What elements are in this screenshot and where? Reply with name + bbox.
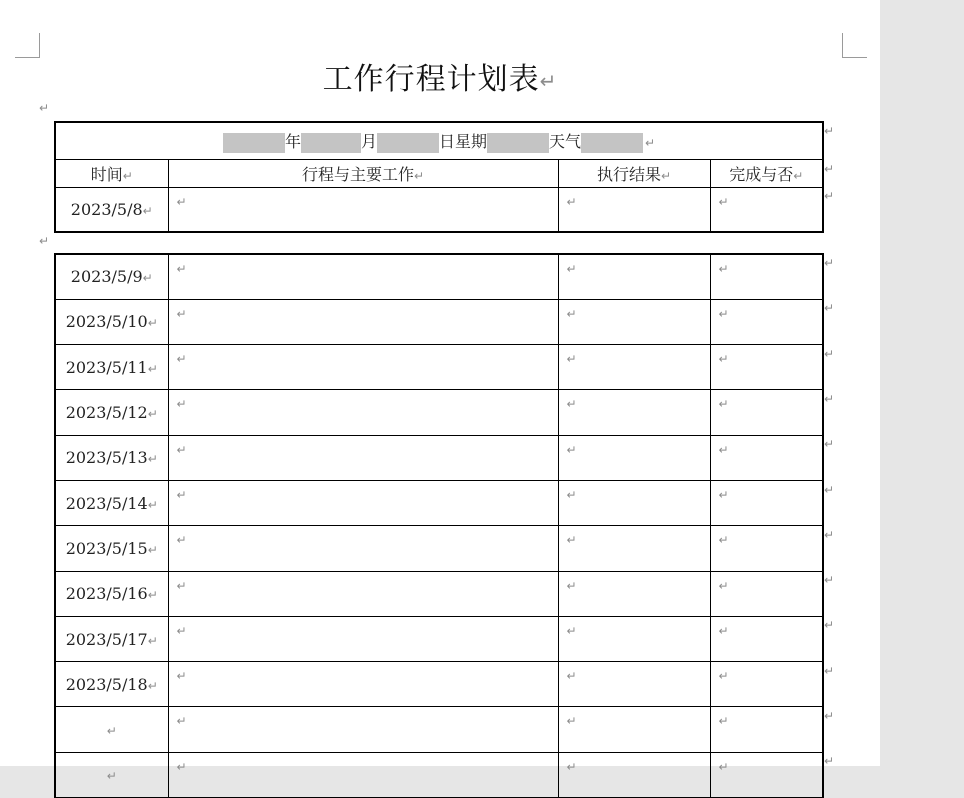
date-cell[interactable] xyxy=(55,752,168,797)
row-end-mark-icon: ↵ xyxy=(824,709,835,723)
result-cell[interactable] xyxy=(558,299,710,344)
weather-blank[interactable] xyxy=(581,133,643,153)
schedule-table-top xyxy=(54,121,824,233)
paragraph-mark-icon: ↵ xyxy=(176,669,187,684)
year-blank[interactable] xyxy=(223,133,285,153)
result-cell[interactable] xyxy=(558,254,710,299)
table-row xyxy=(55,187,823,232)
paragraph-mark-icon: ↵ xyxy=(566,487,577,502)
result-cell[interactable] xyxy=(558,435,710,480)
date-cell[interactable]: 2023/5/11↵ xyxy=(55,345,168,390)
paragraph-mark-icon: ↵ xyxy=(142,271,153,286)
table-row xyxy=(55,752,823,797)
itinerary-cell[interactable] xyxy=(168,616,558,661)
itinerary-cell[interactable] xyxy=(168,571,558,616)
paragraph-mark-icon: ↵ xyxy=(566,669,577,684)
date-cell[interactable]: 2023/5/14↵ xyxy=(55,480,168,525)
done-cell[interactable] xyxy=(710,616,823,661)
result-cell[interactable] xyxy=(558,707,710,752)
date-weather-cell[interactable] xyxy=(55,122,823,159)
paragraph-mark-icon: ↵ xyxy=(147,588,158,603)
row-end-mark-icon: ↵ xyxy=(824,162,835,176)
row-end-mark-icon: ↵ xyxy=(824,189,835,203)
paragraph-mark-icon: ↵ xyxy=(566,442,577,457)
paragraph-mark-icon: ↵ xyxy=(147,678,158,693)
paragraph-mark-icon: ↵ xyxy=(176,397,187,412)
paragraph-mark-icon: ↵ xyxy=(176,442,187,457)
paragraph-mark-icon: ↵ xyxy=(147,361,158,376)
paragraph-mark-icon: ↵ xyxy=(718,442,729,457)
paragraph-mark-icon: ↵ xyxy=(566,194,577,209)
paragraph-mark-icon: ↵ xyxy=(176,533,187,548)
row-end-mark-icon: ↵ xyxy=(824,391,835,406)
itinerary-cell[interactable] xyxy=(168,752,558,797)
row-end-mark-icon: ↵ xyxy=(824,573,835,588)
table-row xyxy=(55,526,823,571)
done-cell[interactable] xyxy=(710,526,823,571)
row-end-mark-icon: ↵ xyxy=(824,346,835,361)
document-title-text: 工作行程计划表 xyxy=(322,62,540,97)
row-end-mark-icon: ↵ xyxy=(824,124,835,138)
itinerary-cell[interactable] xyxy=(168,254,558,299)
done-cell[interactable] xyxy=(710,435,823,480)
done-cell[interactable] xyxy=(710,345,823,390)
paragraph-mark-icon: ↵ xyxy=(413,168,425,183)
paragraph-mark-icon: ↵ xyxy=(718,262,729,276)
paragraph-mark-icon: ↵ xyxy=(566,306,577,321)
result-cell[interactable] xyxy=(558,390,710,435)
paragraph-mark-icon: ↵ xyxy=(566,714,577,729)
result-cell[interactable] xyxy=(558,752,710,797)
paragraph-mark-icon: ↵ xyxy=(718,397,729,412)
result-cell[interactable] xyxy=(558,571,710,616)
done-cell[interactable] xyxy=(710,662,823,707)
paragraph-mark-icon: ↵ xyxy=(718,533,729,548)
itinerary-cell[interactable] xyxy=(168,299,558,344)
row-end-mark-icon: ↵ xyxy=(824,663,835,678)
done-cell[interactable] xyxy=(710,752,823,797)
month-blank[interactable] xyxy=(301,133,361,153)
paragraph-mark-icon: ↵ xyxy=(106,724,117,739)
itinerary-cell[interactable] xyxy=(168,707,558,752)
date-cell[interactable]: 2023/5/8↵ xyxy=(55,187,168,232)
paragraph-mark-icon: ↵ xyxy=(793,168,804,183)
paragraph-mark-icon: ↵ xyxy=(39,234,50,248)
paragraph-mark-icon: ↵ xyxy=(566,578,577,593)
table-row xyxy=(55,480,823,525)
table-row xyxy=(55,707,823,752)
paragraph-mark-icon: ↵ xyxy=(718,759,729,774)
result-cell[interactable] xyxy=(558,662,710,707)
paragraph-mark-icon: ↵ xyxy=(645,136,656,150)
crop-mark-top-left xyxy=(15,33,40,58)
paragraph-mark-icon: ↵ xyxy=(147,452,158,467)
result-cell[interactable] xyxy=(558,187,710,232)
paragraph-mark-icon: ↵ xyxy=(39,101,50,115)
column-header-time[interactable]: 时间↵ xyxy=(55,159,168,187)
itinerary-cell[interactable] xyxy=(168,435,558,480)
paragraph-mark-icon: ↵ xyxy=(718,714,729,729)
column-header-row xyxy=(55,159,823,187)
paragraph-mark-icon: ↵ xyxy=(566,533,577,548)
crop-mark-top-right xyxy=(842,33,867,58)
date-cell[interactable]: 2023/5/12↵ xyxy=(55,390,168,435)
paragraph-mark-icon: ↵ xyxy=(176,714,187,729)
year-label: 年 xyxy=(284,132,301,151)
paragraph-mark-icon: ↵ xyxy=(176,487,187,502)
paragraph-mark-icon: ↵ xyxy=(176,306,187,321)
paragraph-mark-icon: ↵ xyxy=(176,759,187,774)
paragraph-mark-icon: ↵ xyxy=(539,69,558,93)
paragraph-mark-icon: ↵ xyxy=(718,194,729,209)
paragraph-mark-icon: ↵ xyxy=(176,194,187,209)
result-cell[interactable] xyxy=(558,480,710,525)
paragraph-mark-icon: ↵ xyxy=(142,203,153,218)
workspace-background xyxy=(880,0,964,766)
table-row xyxy=(55,299,823,344)
result-cell[interactable] xyxy=(558,345,710,390)
paragraph-mark-icon: ↵ xyxy=(566,397,577,412)
row-end-mark-icon: ↵ xyxy=(824,618,835,633)
row-end-mark-icon: ↵ xyxy=(824,482,835,497)
date-cell[interactable]: 2023/5/13↵ xyxy=(55,435,168,480)
document-title[interactable] xyxy=(0,58,880,102)
day-blank[interactable] xyxy=(377,133,439,153)
paragraph-mark-icon: ↵ xyxy=(718,487,729,502)
row-end-mark-icon: ↵ xyxy=(824,754,835,769)
day-week-label: 日星期 xyxy=(438,132,487,151)
date-cell[interactable]: 2023/5/15↵ xyxy=(55,526,168,571)
paragraph-mark-icon: ↵ xyxy=(106,769,117,784)
paragraph-mark-icon: ↵ xyxy=(122,168,133,183)
table-row xyxy=(55,390,823,435)
itinerary-cell[interactable] xyxy=(168,526,558,571)
paragraph-mark-icon: ↵ xyxy=(566,352,577,367)
paragraph-mark-icon: ↵ xyxy=(147,542,158,557)
paragraph-mark-icon: ↵ xyxy=(147,497,158,512)
column-header-done[interactable]: 完成与否↵ xyxy=(710,159,823,187)
row-end-mark-icon: ↵ xyxy=(824,301,835,316)
paragraph-mark-icon: ↵ xyxy=(660,168,672,183)
done-cell[interactable] xyxy=(710,707,823,752)
row-end-mark-icon: ↵ xyxy=(824,256,835,270)
paragraph-mark-icon: ↵ xyxy=(718,669,729,684)
paragraph-mark-icon: ↵ xyxy=(718,623,729,638)
paragraph-mark-icon: ↵ xyxy=(718,578,729,593)
week-blank[interactable] xyxy=(487,133,549,153)
done-cell[interactable] xyxy=(710,480,823,525)
paragraph-mark-icon: ↵ xyxy=(147,633,158,648)
itinerary-cell[interactable] xyxy=(168,390,558,435)
date-cell[interactable]: 2023/5/16↵ xyxy=(55,571,168,616)
table-row xyxy=(55,254,823,299)
schedule-table-bottom xyxy=(54,253,824,798)
itinerary-cell[interactable] xyxy=(168,345,558,390)
date-cell[interactable]: 2023/5/17↵ xyxy=(55,616,168,661)
row-end-mark-icon: ↵ xyxy=(824,527,835,542)
table-row xyxy=(55,571,823,616)
itinerary-cell[interactable] xyxy=(168,187,558,232)
month-label: 月 xyxy=(360,132,377,151)
paragraph-mark-icon: ↵ xyxy=(718,352,729,367)
table-row xyxy=(55,662,823,707)
paragraph-mark-icon: ↵ xyxy=(566,759,577,774)
weather-label: 天气 xyxy=(548,132,581,151)
paragraph-mark-icon: ↵ xyxy=(147,407,158,422)
paragraph-mark-icon: ↵ xyxy=(718,306,729,321)
result-cell[interactable] xyxy=(558,526,710,571)
paragraph-mark-icon: ↵ xyxy=(147,316,158,331)
row-end-mark-icon: ↵ xyxy=(824,437,835,452)
date-cell[interactable]: 2023/5/18↵ xyxy=(55,662,168,707)
date-cell[interactable]: 2023/5/9↵ xyxy=(55,254,168,299)
result-cell[interactable] xyxy=(558,616,710,661)
done-cell[interactable] xyxy=(710,299,823,344)
done-cell[interactable] xyxy=(710,254,823,299)
itinerary-cell[interactable] xyxy=(168,662,558,707)
paragraph-mark-icon: ↵ xyxy=(176,623,187,638)
table-row xyxy=(55,616,823,661)
date-cell[interactable]: 2023/5/10↵ xyxy=(55,299,168,344)
done-cell[interactable] xyxy=(710,187,823,232)
date-weather-row xyxy=(55,122,823,159)
column-header-itinerary[interactable]: 行程与主要工作↵ xyxy=(168,159,558,187)
paragraph-mark-icon: ↵ xyxy=(176,578,187,593)
done-cell[interactable] xyxy=(710,571,823,616)
table-row xyxy=(55,435,823,480)
paragraph-mark-icon: ↵ xyxy=(176,262,187,276)
paragraph-mark-icon: ↵ xyxy=(176,352,187,367)
itinerary-cell[interactable] xyxy=(168,480,558,525)
done-cell[interactable] xyxy=(710,390,823,435)
column-header-result[interactable]: 执行结果↵ xyxy=(558,159,710,187)
table-row xyxy=(55,345,823,390)
paragraph-mark-icon: ↵ xyxy=(566,262,577,276)
date-cell[interactable] xyxy=(55,707,168,752)
paragraph-mark-icon: ↵ xyxy=(566,623,577,638)
